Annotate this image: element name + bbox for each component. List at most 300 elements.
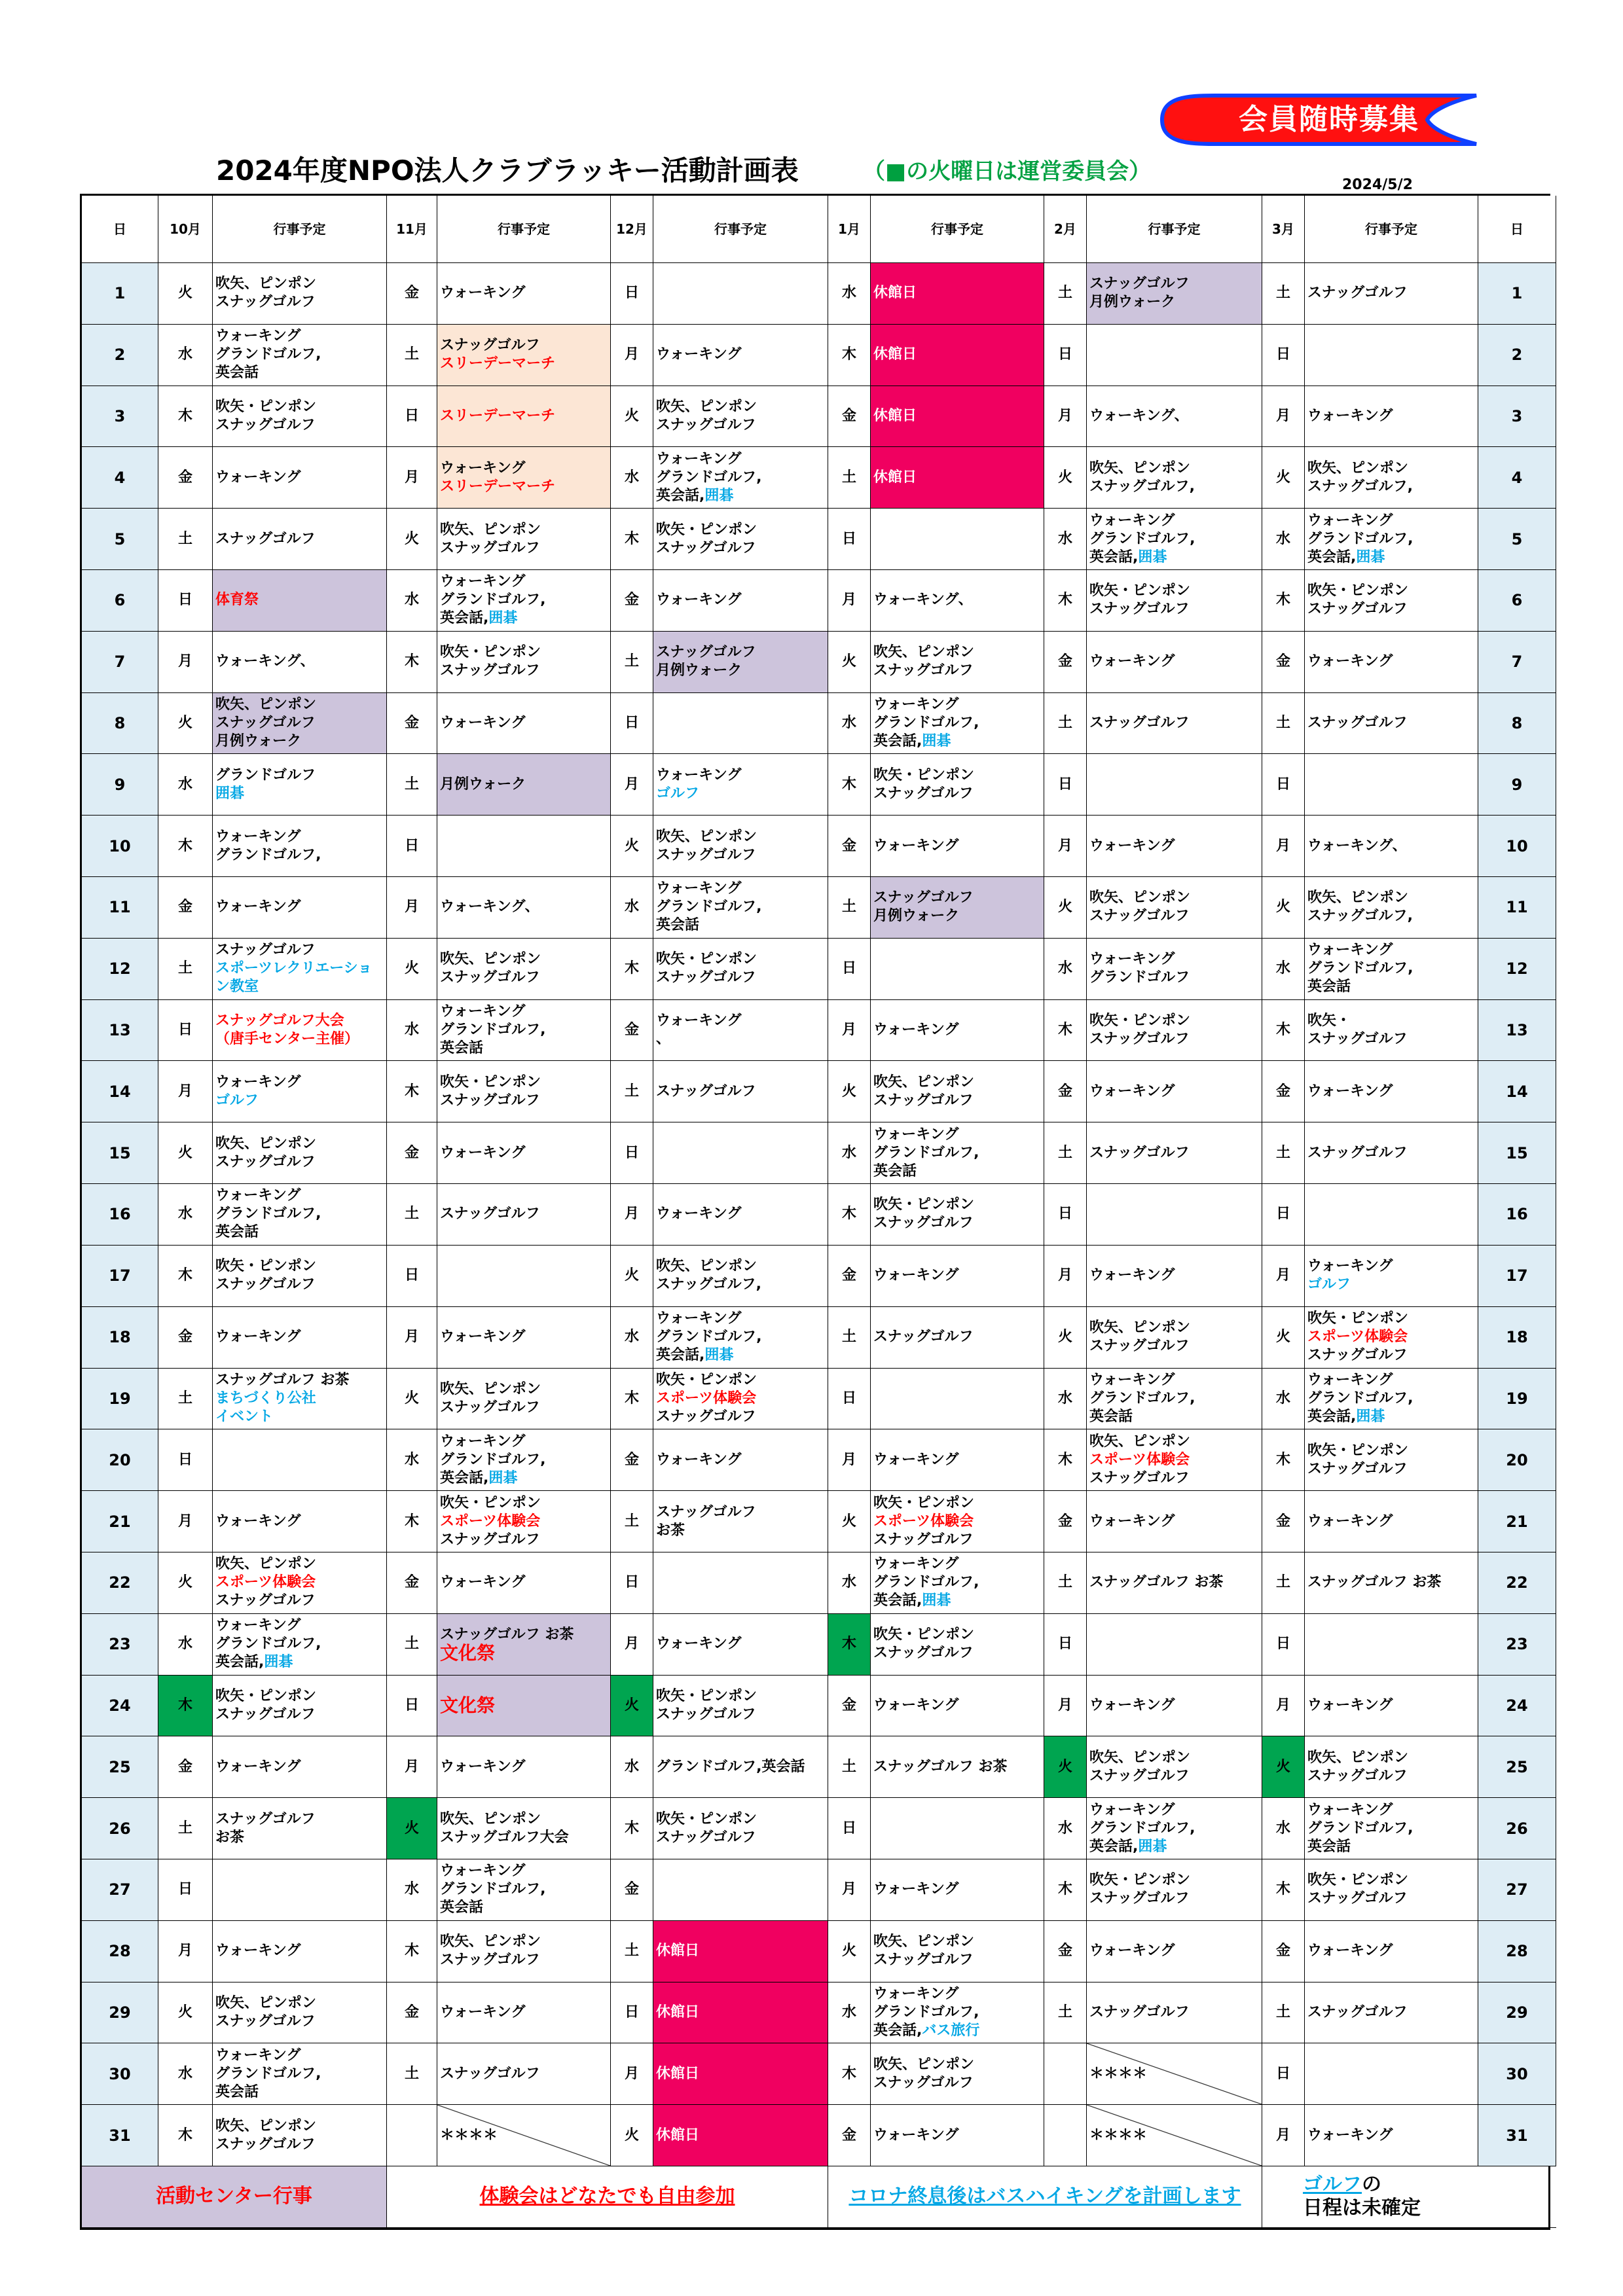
event-cell <box>1305 2043 1478 2105</box>
event-cell <box>871 2043 1044 2105</box>
notice-bus-hiking <box>828 2166 1262 2228</box>
event-text: スナッグゴルフ <box>873 1645 974 1662</box>
weekday: 木 <box>611 1798 653 1859</box>
weekday: 日 <box>158 1859 213 1921</box>
event-cell <box>1305 1307 1478 1369</box>
day-number: 10 <box>1478 816 1556 877</box>
event-text: 休館日 <box>656 2126 700 2144</box>
day-number: 26 <box>1478 1798 1556 1859</box>
event-text: 休館日 <box>656 2065 700 2082</box>
event-cell <box>1087 1184 1262 1246</box>
weekday: 土 <box>1044 1552 1087 1614</box>
event-text: グランドゴルフ, <box>215 2065 321 2082</box>
event-text: スナッグゴルフ <box>1307 1031 1408 1048</box>
event-text: 吹矢・ピンポン <box>440 644 541 661</box>
event-text: ウォーキング <box>873 837 959 854</box>
event-text: スナッグゴルフ <box>440 1399 540 1416</box>
event-text: スナッグゴルフ <box>215 1592 316 1609</box>
notice-text: 体験会はどなたでも自由参加 <box>479 2185 735 2208</box>
event-cell <box>1087 509 1262 570</box>
day-number: 4 <box>82 447 158 509</box>
event-text: 休館日 <box>873 285 917 302</box>
event-cell <box>653 1429 828 1491</box>
weekday: 月 <box>1044 1246 1087 1307</box>
event-cell <box>653 1982 828 2044</box>
event-text: 吹矢、ピンポン <box>1089 1749 1191 1766</box>
header-events: 行事予定 <box>1305 196 1478 263</box>
header-month: 3月 <box>1262 196 1305 263</box>
event-text: ウォーキング <box>215 1943 301 1960</box>
event-cell <box>213 632 387 693</box>
event-cell <box>213 1859 387 1921</box>
event-cell <box>1305 939 1478 1000</box>
day-number: 18 <box>1478 1307 1556 1369</box>
event-cell <box>213 570 387 632</box>
weekday <box>1044 2043 1087 2105</box>
event-text: ウォーキング <box>215 328 301 345</box>
header-month: 2月 <box>1044 196 1087 263</box>
event-cell <box>871 1429 1044 1491</box>
event-cell <box>871 877 1044 939</box>
event-text: スポーツ体験会 <box>656 1390 757 1407</box>
event-text: 吹矢、ピンポン <box>215 1135 317 1152</box>
event-cell <box>653 693 828 755</box>
weekday: 月 <box>1262 1246 1305 1307</box>
event-text: スナッグゴルフ <box>873 889 974 906</box>
event-cell <box>437 1921 611 1982</box>
event-cell <box>653 2105 828 2166</box>
event-text: （唐手センター主催） <box>215 1031 359 1048</box>
event-text: グランドゴルフ, <box>1307 1820 1413 1837</box>
event-text: グランドゴルフ, <box>873 2003 979 2020</box>
event-cell <box>653 1614 828 1676</box>
event-text: ウォーキング <box>440 1329 526 1346</box>
event-text: ウォーキング <box>215 1329 301 1346</box>
weekday: 日 <box>611 1552 653 1614</box>
event-text: ウォーキング <box>873 1451 959 1468</box>
event-text: ウォーキング <box>1307 1258 1393 1275</box>
event-cell <box>213 1307 387 1369</box>
weekday: 火 <box>611 386 653 448</box>
weekday: 水 <box>611 447 653 509</box>
event-text: スナッグゴルフ <box>1307 715 1408 732</box>
event-text: 月例ウォーク <box>1089 294 1176 311</box>
day-number: 8 <box>1478 693 1556 755</box>
weekday-committee: 火 <box>611 1676 653 1737</box>
event-cell <box>213 263 387 325</box>
event-cell <box>213 1369 387 1430</box>
day-number: 24 <box>1478 1676 1556 1737</box>
weekday: 金 <box>1044 632 1087 693</box>
weekday: 火 <box>387 1369 437 1430</box>
event-cell <box>213 2105 387 2166</box>
weekday: 土 <box>1262 1122 1305 1184</box>
event-text: 吹矢・ピンポン <box>873 1494 975 1511</box>
weekday: 月 <box>828 1859 871 1921</box>
event-text: スポーツ体験会 <box>215 1574 316 1591</box>
event-cell <box>437 632 611 693</box>
event-text: 英会話,囲碁 <box>656 1347 734 1364</box>
event-cell <box>871 447 1044 509</box>
event-text: スナッグゴルフ <box>440 1206 540 1223</box>
weekday: 火 <box>1262 447 1305 509</box>
day-number: 1 <box>82 263 158 325</box>
day-number: 12 <box>82 939 158 1000</box>
event-text: スナッグゴルフ <box>656 1503 756 1520</box>
event-text: ウォーキング、 <box>440 899 539 916</box>
event-cell <box>213 386 387 448</box>
event-text: スナッグゴルフ <box>440 1952 540 1969</box>
weekday: 土 <box>1262 1552 1305 1614</box>
event-cell <box>1087 1246 1262 1307</box>
event-cell <box>213 447 387 509</box>
weekday: 水 <box>828 263 871 325</box>
event-text: スリーデーマーチ <box>440 408 556 424</box>
header-events: 行事予定 <box>437 196 611 263</box>
event-cell <box>871 1184 1044 1246</box>
weekday: 木 <box>387 632 437 693</box>
event-text: スナッグゴルフ <box>1089 1031 1190 1048</box>
header-events: 行事予定 <box>871 196 1044 263</box>
event-text: スナッグゴルフ <box>1089 1338 1190 1355</box>
event-text: スポーツ体験会 <box>440 1513 541 1530</box>
weekday: 日 <box>387 1246 437 1307</box>
event-text: ウォーキング <box>440 573 526 590</box>
event-text: ウォーキング <box>1089 1513 1175 1530</box>
day-number: 23 <box>1478 1614 1556 1676</box>
day-number: 13 <box>82 1000 158 1062</box>
event-text: グランドゴルフ, <box>656 1329 762 1346</box>
event-cell <box>653 509 828 570</box>
event-text: ウォーキング <box>873 1022 959 1039</box>
event-text: ウォーキング <box>873 2126 959 2144</box>
event-text: 英会話 <box>873 1162 917 1179</box>
event-text: 吹矢、ピンポン <box>1089 889 1191 906</box>
event-cell <box>1305 1246 1478 1307</box>
event-text: スナッグゴルフ <box>656 1706 756 1723</box>
event-cell <box>1087 1000 1262 1062</box>
event-cell <box>653 447 828 509</box>
header-month: 1月 <box>828 196 871 263</box>
event-text: ウォーキング <box>1307 1513 1393 1530</box>
event-text: ゴルフ <box>215 1092 259 1109</box>
day-number: 28 <box>1478 1921 1556 1982</box>
weekday: 月 <box>1262 816 1305 877</box>
weekday: 日 <box>611 693 653 755</box>
event-text: グランドゴルフ, <box>656 469 762 486</box>
day-number: 1 <box>1478 263 1556 325</box>
event-text: スナッグゴルフ <box>1307 2003 1408 2020</box>
event-text: 吹矢・ピンポン <box>656 1810 757 1827</box>
weekday: 日 <box>387 386 437 448</box>
event-text: 吹矢・ピンポン <box>1307 1442 1409 1459</box>
event-text: スポーツ体験会 <box>1089 1451 1190 1468</box>
weekday: 日 <box>828 939 871 1000</box>
title-note: （■の火曜日は運営委員会） <box>863 158 1152 185</box>
day-number: 19 <box>1478 1369 1556 1430</box>
event-cell <box>1305 1736 1478 1798</box>
event-text: ウォーキング <box>873 1881 959 1898</box>
event-text: 吹矢・ピンポン <box>215 1687 317 1704</box>
event-cell <box>1305 1429 1478 1491</box>
weekday: 日 <box>611 1982 653 2044</box>
event-cell <box>213 754 387 816</box>
weekday: 木 <box>158 386 213 448</box>
day-number: 5 <box>82 509 158 570</box>
event-text: 英会話,囲碁 <box>656 487 734 504</box>
event-text: 吹矢・ピンポン <box>215 399 317 415</box>
event-cell <box>653 1184 828 1246</box>
event-text: スナッグゴルフ <box>656 1829 756 1846</box>
day-number: 15 <box>1478 1122 1556 1184</box>
event-text: 月例ウォーク <box>873 908 960 925</box>
weekday: 金 <box>1262 632 1305 693</box>
event-cell <box>871 386 1044 448</box>
weekday: 日 <box>1044 754 1087 816</box>
day-number: 2 <box>82 325 158 386</box>
weekday: 日 <box>1044 325 1087 386</box>
event-cell <box>437 263 611 325</box>
event-cell <box>871 509 1044 570</box>
event-text: スナッグゴルフ <box>215 294 316 311</box>
event-text: 吹矢・ピンポン <box>656 1687 757 1704</box>
event-text: グランドゴルフ <box>1089 969 1190 986</box>
event-cell <box>213 1614 387 1676</box>
header-day: 日 <box>82 196 158 263</box>
day-number: 17 <box>1478 1246 1556 1307</box>
event-cell <box>1087 263 1262 325</box>
event-text: ウォーキング <box>440 1144 526 1161</box>
weekday: 月 <box>611 325 653 386</box>
event-text: スナッグゴルフ, <box>1307 478 1413 495</box>
event-cell <box>653 877 828 939</box>
weekday: 火 <box>1044 447 1087 509</box>
weekday: 木 <box>1262 1859 1305 1921</box>
event-text: グランドゴルフ,英会話 <box>656 1758 805 1775</box>
event-cell <box>213 1184 387 1246</box>
event-cell <box>653 1061 828 1122</box>
event-text: ウォーキング <box>1307 2126 1393 2144</box>
event-cell <box>213 325 387 386</box>
weekday: 金 <box>611 1429 653 1491</box>
event-cell <box>213 1246 387 1307</box>
event-text: ウォーキング <box>440 459 526 476</box>
day-number: 4 <box>1478 447 1556 509</box>
event-text: スナッグゴルフ <box>215 1153 316 1170</box>
notice-trial <box>387 2166 828 2228</box>
event-text: 吹矢・ピンポン <box>873 1626 975 1643</box>
weekday: 月 <box>158 1061 213 1122</box>
event-text: スリーデーマーチ <box>440 478 556 495</box>
weekday: 火 <box>611 2105 653 2166</box>
event-text: 吹矢・ピンポン <box>1089 583 1191 600</box>
weekday: 火 <box>828 1061 871 1122</box>
weekday: 火 <box>158 693 213 755</box>
day-number: 8 <box>82 693 158 755</box>
event-cell <box>653 1859 828 1921</box>
event-text: 英会話,囲碁 <box>1307 1408 1385 1425</box>
event-text: スナッグゴルフ <box>215 1810 316 1827</box>
golf-word: ゴルフ <box>1303 2173 1362 2197</box>
event-text: ウォーキング <box>1089 1267 1175 1284</box>
event-text: グランドゴルフ, <box>215 346 321 363</box>
event-cell <box>871 1614 1044 1676</box>
weekday: 金 <box>611 1000 653 1062</box>
weekday: 月 <box>158 632 213 693</box>
weekday: 土 <box>387 1614 437 1676</box>
weekday: 土 <box>1044 1122 1087 1184</box>
weekday: 水 <box>158 1184 213 1246</box>
event-text: グランドゴルフ, <box>440 592 546 609</box>
weekday-committee: 火 <box>1044 1736 1087 1798</box>
event-text: 吹矢・ピンポン <box>1307 583 1409 600</box>
event-text: 英会話 <box>1307 978 1351 996</box>
event-cell <box>653 2043 828 2105</box>
day-number: 7 <box>1478 632 1556 693</box>
weekday: 土 <box>1044 693 1087 755</box>
weekday: 火 <box>387 939 437 1000</box>
event-cell <box>213 1000 387 1062</box>
event-cell <box>1305 1982 1478 2044</box>
event-text: スナッグゴルフ <box>440 1092 540 1109</box>
day-number: 21 <box>1478 1491 1556 1552</box>
event-text: 休館日 <box>656 2003 700 2020</box>
weekday: 土 <box>611 1921 653 1982</box>
weekday: 木 <box>1044 1000 1087 1062</box>
weekday: 金 <box>611 570 653 632</box>
weekday: 土 <box>158 939 213 1000</box>
event-text: グランドゴルフ <box>215 766 316 783</box>
golf-note <box>1262 2166 1556 2228</box>
weekday: 金 <box>387 1122 437 1184</box>
golf-note-line1 <box>1303 2173 1556 2197</box>
event-text: ウォーキング <box>656 1310 742 1327</box>
event-text: 吹矢・ピンポン <box>873 1196 975 1213</box>
event-text: ウォーキング <box>215 469 301 486</box>
weekday: 日 <box>1262 1184 1305 1246</box>
event-text: スナッグゴルフ <box>215 2013 316 2030</box>
event-text: ウォーキング <box>1089 1371 1175 1388</box>
weekday: 水 <box>1262 1369 1305 1430</box>
weekday: 土 <box>611 1061 653 1122</box>
weekday: 金 <box>1262 1491 1305 1552</box>
weekday <box>1044 2105 1087 2166</box>
day-number: 13 <box>1478 1000 1556 1062</box>
weekday: 月 <box>158 1921 213 1982</box>
event-text: 吹矢・ピンポン <box>1307 1310 1409 1327</box>
event-text: 吹矢、ピンポン <box>1089 459 1191 476</box>
event-cell <box>213 1798 387 1859</box>
event-text: ウォーキング <box>440 1863 526 1880</box>
event-text: 吹矢、ピンポン <box>873 2056 975 2073</box>
event-text: 英会話,囲碁 <box>215 1654 293 1671</box>
event-cell <box>213 1552 387 1614</box>
weekday: 火 <box>828 1921 871 1982</box>
event-cell <box>1087 816 1262 877</box>
weekday: 日 <box>1262 2043 1305 2105</box>
event-text: 体育祭 <box>215 592 259 609</box>
weekday: 水 <box>387 570 437 632</box>
event-text: スナッグゴルフ お茶 <box>1089 1574 1224 1591</box>
event-cell <box>1305 386 1478 448</box>
event-text: ウォーキング <box>1089 951 1175 968</box>
weekday: 金 <box>1044 1061 1087 1122</box>
event-cell <box>1305 1676 1478 1737</box>
weekday: 月 <box>1262 2105 1305 2166</box>
weekday: 金 <box>828 1676 871 1737</box>
event-text: ウォーキング <box>1307 653 1393 670</box>
event-text: ウォーキング <box>440 1574 526 1591</box>
event-cell <box>653 386 828 448</box>
weekday: 木 <box>158 2105 213 2166</box>
event-text: スポーツ体験会 <box>1307 1329 1408 1346</box>
event-text: ウォーキング <box>1307 1943 1393 1960</box>
event-text: スナッグゴルフ <box>1307 1347 1408 1364</box>
event-cell <box>1305 325 1478 386</box>
event-cell <box>653 754 828 816</box>
event-text: 英会話 <box>440 1899 484 1916</box>
event-text: スナッグゴルフ <box>215 942 316 959</box>
event-cell <box>871 570 1044 632</box>
weekday: 火 <box>1262 877 1305 939</box>
weekday: 金 <box>1262 1921 1305 1982</box>
event-text: 、 <box>656 1031 671 1048</box>
event-text: ウォーキング <box>656 1451 742 1468</box>
weekday: 土 <box>158 1798 213 1859</box>
day-number: 16 <box>1478 1184 1556 1246</box>
weekday: 金 <box>158 447 213 509</box>
event-cell <box>437 693 611 755</box>
event-cell <box>437 877 611 939</box>
event-text: 吹矢・ピンポン <box>1089 1013 1191 1030</box>
weekday: 土 <box>387 325 437 386</box>
weekday: 水 <box>158 1614 213 1676</box>
event-text: ウォーキング <box>1089 1083 1175 1100</box>
event-text: ウォーキング <box>1307 942 1393 959</box>
event-text: スナッグゴルフ <box>440 539 540 556</box>
event-cell <box>437 1736 611 1798</box>
event-text: ウォーキング <box>440 285 526 302</box>
event-cell <box>437 816 611 877</box>
weekday: 木 <box>387 1491 437 1552</box>
event-cell <box>437 939 611 1000</box>
event-cell <box>437 447 611 509</box>
event-text: 吹矢、ピンポン <box>440 1810 541 1827</box>
event-text: 吹矢・ピンポン <box>656 951 757 968</box>
event-cell <box>1087 570 1262 632</box>
weekday: 月 <box>611 1614 653 1676</box>
event-cell <box>653 570 828 632</box>
event-text: 吹矢・ピンポン <box>1089 1872 1191 1889</box>
event-cell <box>653 1552 828 1614</box>
event-text: ウォーキング <box>1307 512 1393 529</box>
event-text: ウォーキング、 <box>215 653 315 670</box>
event-text: ウォーキング <box>440 1003 526 1020</box>
event-text: 吹矢、ピンポン <box>440 521 541 538</box>
event-text: グランドゴルフ, <box>1307 530 1413 547</box>
event-text: スナッグゴルフ <box>215 2136 316 2153</box>
event-cell <box>1087 1798 1262 1859</box>
event-text: お茶 <box>215 1829 245 1846</box>
event-text: スナッグゴルフ <box>215 530 316 547</box>
event-text: スナッグゴルフ <box>1089 601 1190 618</box>
event-text: ウォーキング <box>440 715 526 732</box>
event-cell <box>871 754 1044 816</box>
event-cell <box>213 1982 387 2044</box>
event-cell <box>653 1122 828 1184</box>
weekday: 日 <box>1044 1184 1087 1246</box>
day-number: 31 <box>1478 2105 1556 2166</box>
